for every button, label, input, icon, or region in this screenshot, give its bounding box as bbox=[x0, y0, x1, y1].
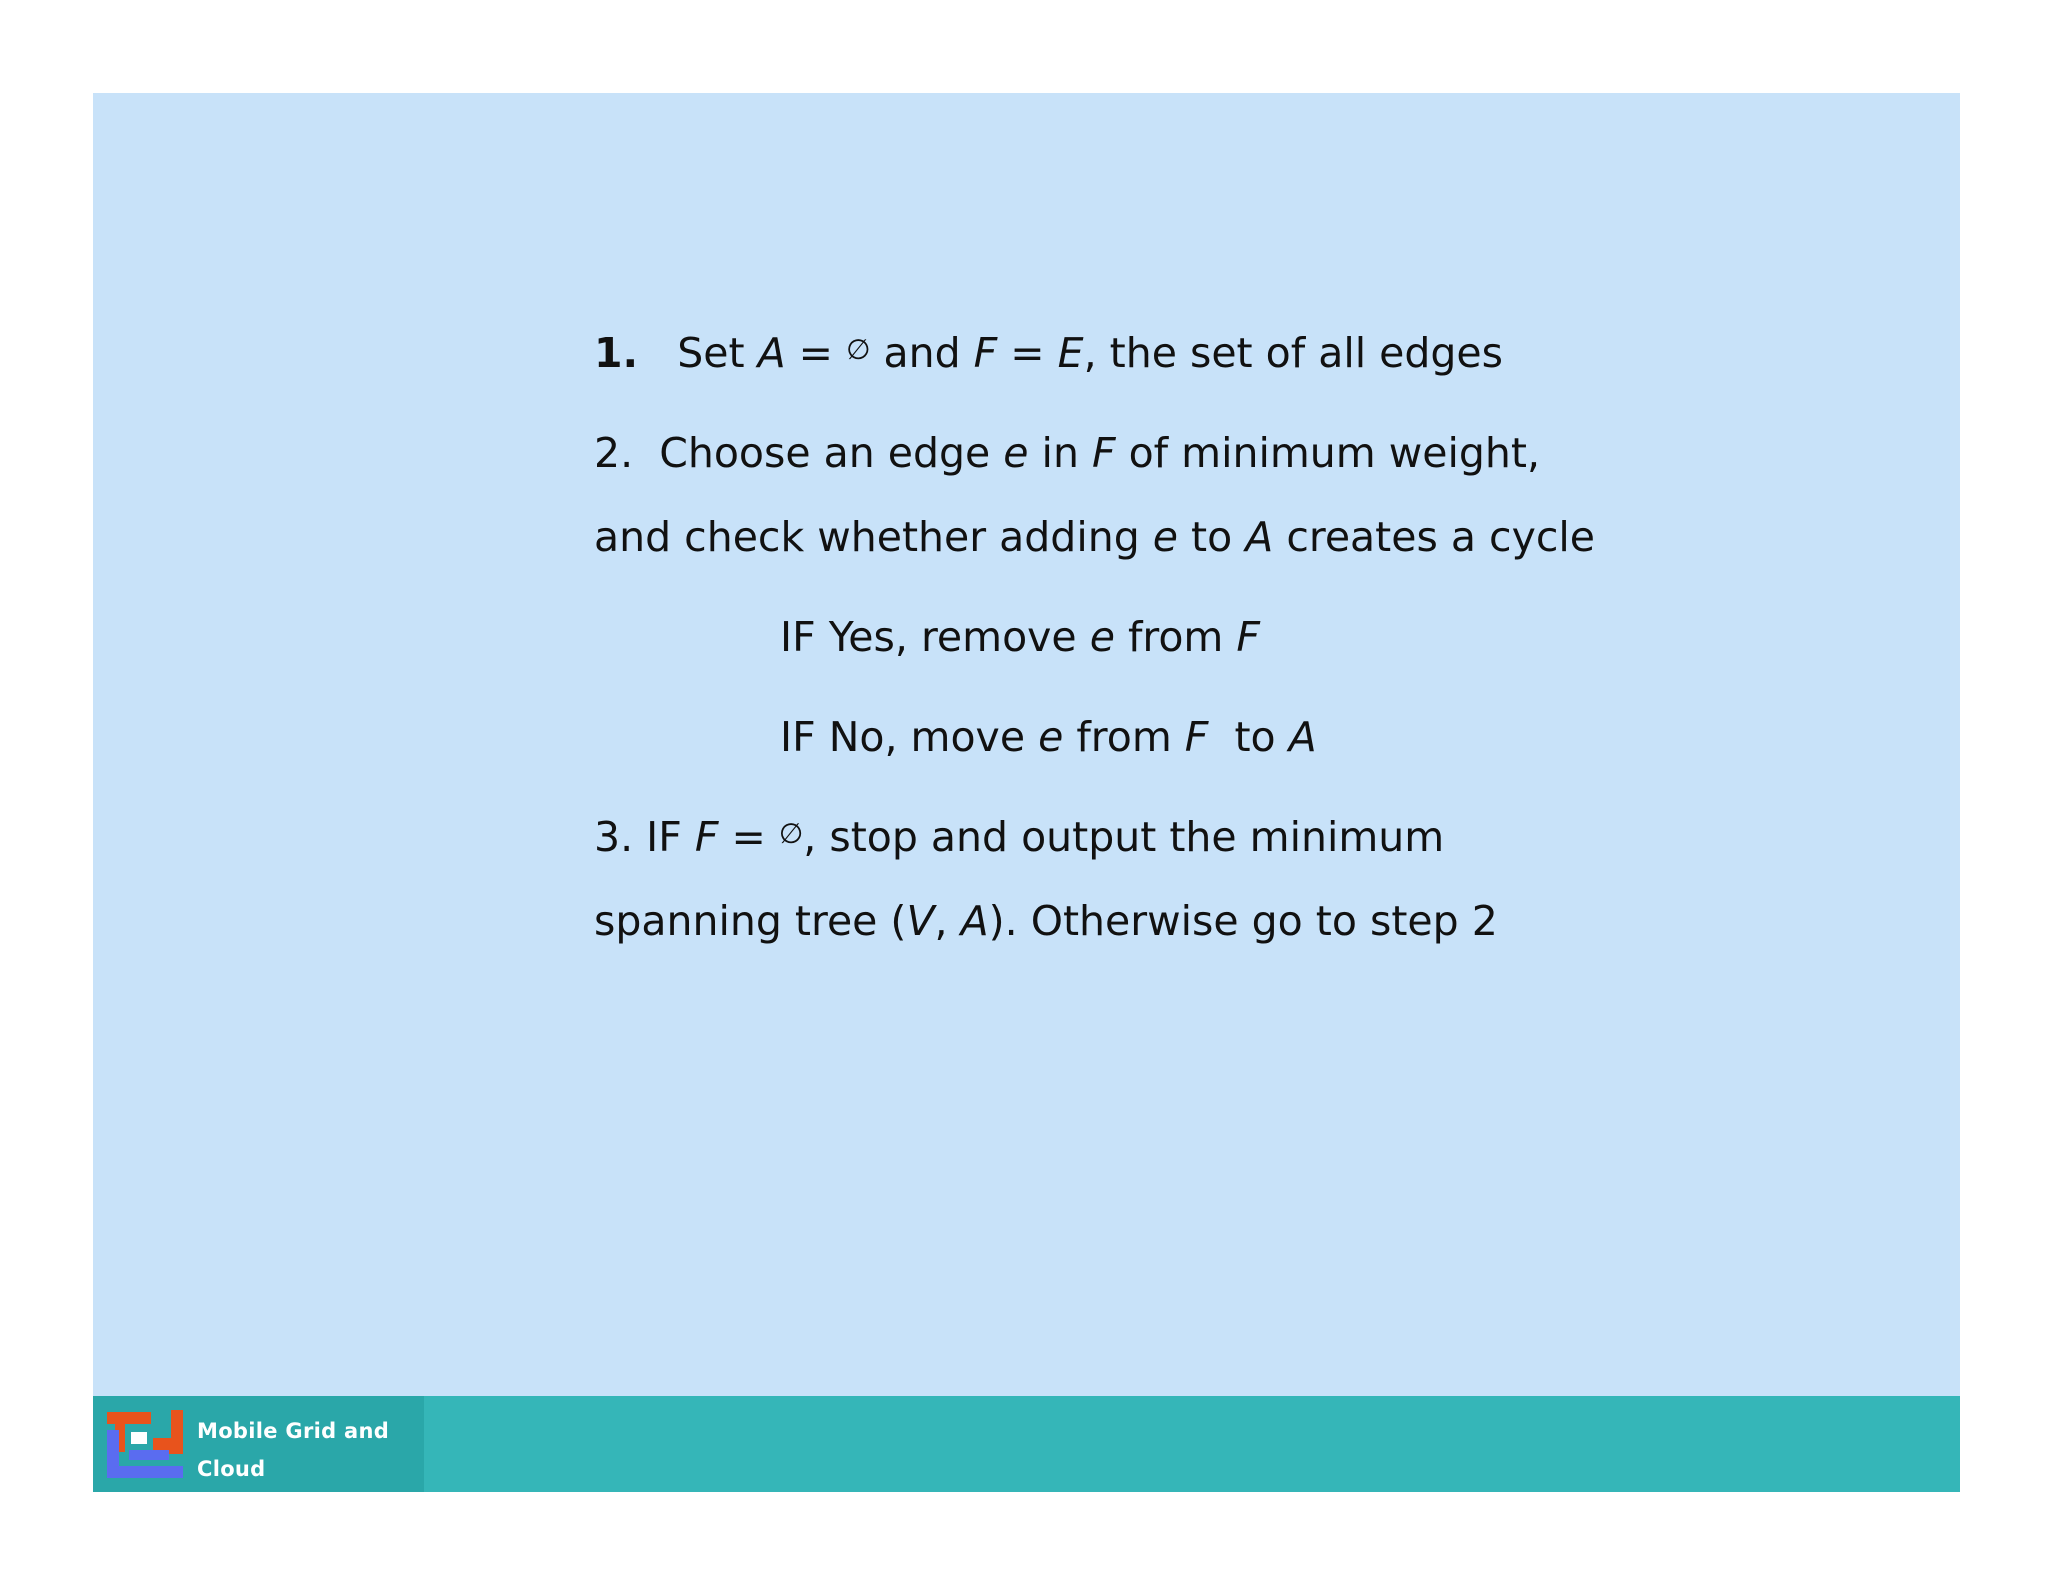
step-3 bbox=[594, 813, 1445, 861]
var-e: e bbox=[1089, 613, 1115, 661]
var-f: F bbox=[1091, 429, 1116, 477]
text: in bbox=[1028, 429, 1092, 477]
var-f: F bbox=[1184, 713, 1209, 761]
step-2-number: 2. bbox=[594, 429, 634, 477]
text: of minimum weight, bbox=[1115, 429, 1541, 477]
lab-name-line-1: Mobile Grid and Cloud bbox=[197, 1419, 390, 1481]
text: spanning tree ( bbox=[594, 897, 907, 945]
lab-name-line-2: Computing Laboratory bbox=[197, 1495, 331, 1557]
var-a: A bbox=[757, 329, 786, 377]
var-e: e bbox=[1152, 513, 1178, 561]
footer-bar bbox=[93, 1396, 1960, 1557]
text: = bbox=[785, 329, 847, 377]
text: IF No, move bbox=[780, 713, 1039, 761]
var-e-upper: E bbox=[1057, 329, 1084, 377]
empty-set-symbol: ∅ bbox=[778, 817, 804, 850]
text: , bbox=[934, 897, 961, 945]
step-3-continued bbox=[594, 897, 1498, 945]
var-e: e bbox=[1038, 713, 1064, 761]
var-f: F bbox=[694, 813, 719, 861]
text: and bbox=[870, 329, 974, 377]
step-2 bbox=[594, 429, 1541, 477]
if-yes-branch bbox=[780, 613, 1260, 661]
text: from bbox=[1063, 713, 1185, 761]
var-a: A bbox=[960, 897, 989, 945]
slide-background bbox=[93, 93, 1960, 1491]
text: to bbox=[1178, 513, 1246, 561]
step-1-number: 1. bbox=[594, 329, 639, 377]
text: 3. IF bbox=[594, 813, 695, 861]
var-e: e bbox=[1003, 429, 1029, 477]
text: Set bbox=[677, 329, 758, 377]
text: creates a cycle bbox=[1273, 513, 1595, 561]
text: IF Yes, remove bbox=[780, 613, 1090, 661]
empty-set-symbol: ∅ bbox=[846, 333, 871, 366]
lab-name bbox=[197, 1412, 424, 1564]
text: Choose an edge bbox=[659, 429, 1004, 477]
text: to bbox=[1208, 713, 1289, 761]
text: , the set of all edges bbox=[1083, 329, 1504, 377]
var-a: A bbox=[1288, 713, 1317, 761]
text: ). Otherwise go to step 2 bbox=[988, 897, 1498, 945]
text: = bbox=[997, 329, 1058, 377]
if-no-branch bbox=[780, 713, 1317, 761]
text: from bbox=[1114, 613, 1237, 661]
var-f: F bbox=[1236, 613, 1260, 661]
var-v: V bbox=[906, 897, 935, 945]
step-1 bbox=[594, 329, 1504, 377]
text: and check whether adding bbox=[594, 513, 1153, 561]
text: = bbox=[718, 813, 779, 861]
text: , stop and output the minimum bbox=[803, 813, 1445, 861]
step-2-continued bbox=[594, 513, 1595, 561]
lab-logo-icon bbox=[107, 1410, 187, 1480]
lab-logo bbox=[93, 1396, 424, 1557]
var-a: A bbox=[1245, 513, 1274, 561]
var-f: F bbox=[973, 329, 998, 377]
